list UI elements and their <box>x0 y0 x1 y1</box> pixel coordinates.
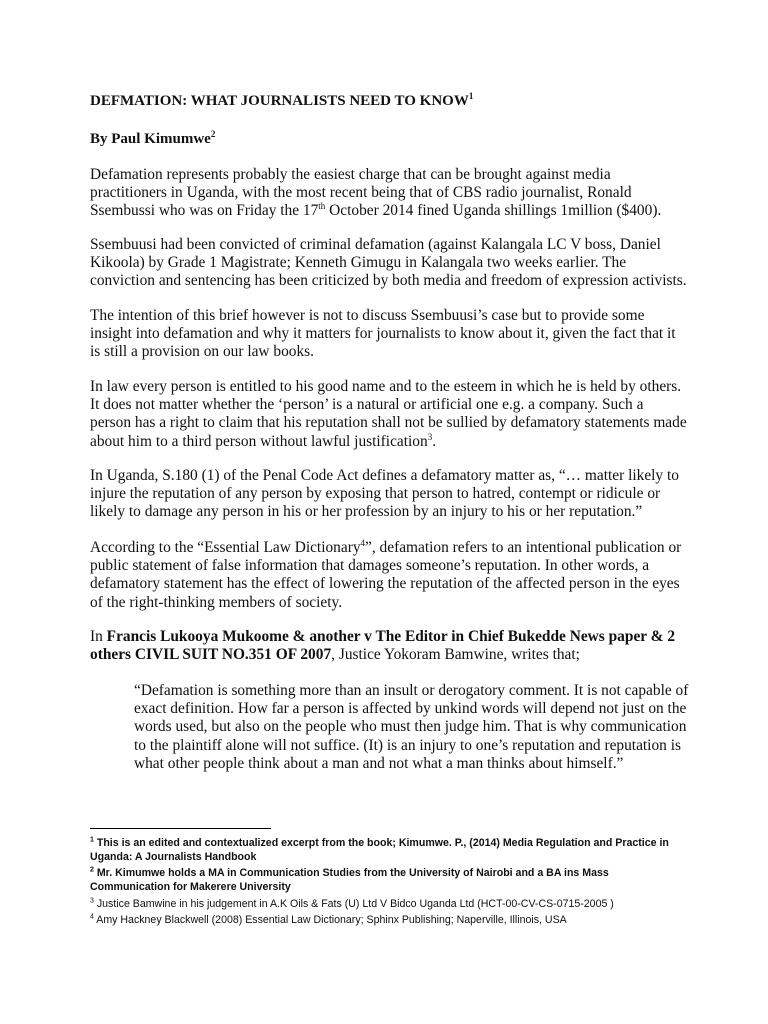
footnote-2: $^2$ Mr. Kimumwe holds a MA in Communication Studies from the University of Nairobi and a BA ins Mass Communication for Makerere University <box>90 866 609 894</box>
paragraph-6: According to the “Essential Law Dictionary$^4$”, defamation refers to an intentional publication or public statement of false information that damages someone’s reputation. In other words, a defamatory statement has the effect of lowering the reputation of the affected person in the eyes of the right-thinking members of society. <box>90 537 682 611</box>
block-quote: “Defamation is something more than an insult or derogatory comment. It is not capable of exact definition. How far a person is affected by unkind words will depend not just on the words used, but also on the people who must then judge him. That is why communication to the plaintiff alone will not suffice. (It) is an injury to one’s reputation and reputation is what other people think about a man and not what a man thinks about himself.” <box>134 682 689 772</box>
footnote-divider <box>90 828 271 829</box>
footnote-1: $^1$ This is an edited and contextualized excerpt from the book; Kimumwe. P., (2014) Media Regulation and Practice in Uganda: A Journalists Handbook <box>90 836 669 864</box>
footnote-ref: 1 <box>468 91 474 101</box>
paragraph-2: Ssembuusi had been convicted of criminal defamation (against Kalangala LC V boss, Daniel Kikoola) by Grade 1 Magistrate; Kenneth Gimugu in Kalangala two weeks earlier. The conviction and sentencing has been criticized by both media and freedom of expression activists. <box>90 236 687 290</box>
byline: By Paul Kimumwe$^2$ <box>90 129 216 147</box>
footnote-ref: 2 <box>210 129 216 139</box>
case-citation: Francis Lukooya Mukoome & another v The Editor in Chief Bukedde News paper & 2 others CIVIL SUIT NO.351 OF 2007 <box>90 628 676 664</box>
footnote-3: $^3$ Justice Bamwine in his judgement in A.K Oils & Fats (U) Ltd V Bidco Uganda Ltd (HCT-00-CV-CS-0715-2005 ) <box>90 897 614 910</box>
paragraph-5: In Uganda, S.180 (1) of the Penal Code Act defines a defamatory matter as, “… matter likely to injure the reputation of any person by exposing that person to hatred, contempt or ridicule or likely to damage any person in his or her profession by an injury to his or her reputation.” <box>90 467 679 521</box>
paragraph-1: Defamation represents probably the easiest charge that can be brought against media practitioners in Uganda, with the most recent being that of CBS radio journalist, Ronald Ssembussi who was on Friday the 17th October 2014 fined Uganda shillings 1million ($400). <box>90 166 662 220</box>
document-title: DEFMATION: WHAT JOURNALISTS NEED TO KNOW$^1$ <box>90 91 474 109</box>
paragraph-3: The intention of this brief however is not to discuss Ssembuusi’s case but to provide some insight into defamation and why it matters for journalists to know about it, given the fact that it is still a provision on our law books. <box>90 307 676 361</box>
paragraph-4: In law every person is entitled to his good name and to the esteem in which he is held by others. It does not matter whether the ‘person’ is a natural or artificial one e.g. a company. Such a person has a right to claim that his reputation shall not be sullied by defamatory statements made about him to a third person without lawful justification$^3$. <box>90 378 687 450</box>
footnote-4: $^4$ Amy Hackney Blackwell (2008) Essential Law Dictionary; Sphinx Publishing; Naperville, Illinois, USA <box>90 913 567 926</box>
paragraph-7: In Francis Lukooya Mukoome & another v The Editor in Chief Bukedde News paper & 2 others CIVIL SUIT NO.351 OF 2007, Justice Yokoram Bamwine, writes that; <box>90 628 676 664</box>
